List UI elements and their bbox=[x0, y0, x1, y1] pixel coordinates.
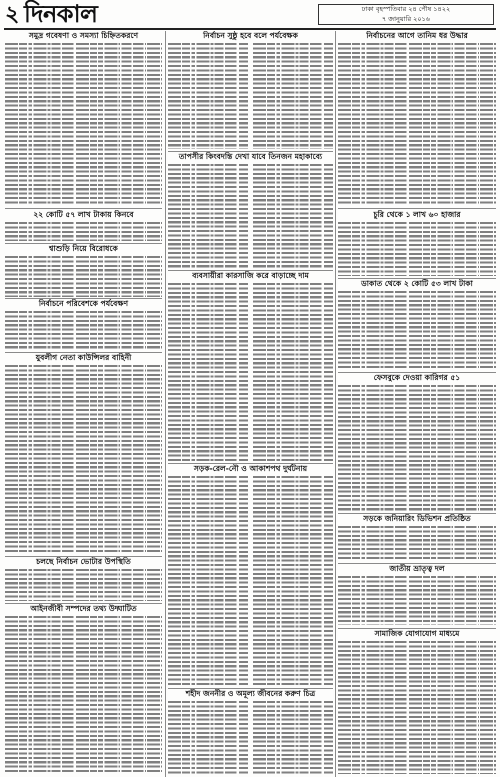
headline: চলছে নির্বাচন ভোটার উপস্থিতি bbox=[36, 557, 131, 566]
headline: ডাকাত থেকে ২ কোটি ৫৩ লাখ টাকা bbox=[361, 279, 473, 288]
headline: সমুদ্র গবেষণা ও সমস্যা চিহ্নিতকরণে bbox=[28, 31, 139, 40]
article-body bbox=[168, 283, 248, 461]
headline: নির্বাচন সুষ্ঠু হবে বলে পর্যবেক্ষক bbox=[203, 31, 298, 40]
headline: জাতীয় ভ্রাতৃত্ব দল bbox=[389, 564, 445, 573]
article-body bbox=[253, 164, 333, 268]
article-body bbox=[338, 641, 496, 774]
article-body bbox=[253, 701, 333, 774]
article-body bbox=[5, 43, 162, 206]
column-divider bbox=[335, 31, 336, 777]
article-body bbox=[5, 222, 162, 241]
article-body bbox=[338, 43, 496, 206]
headline: নির্বাচনের আগে তানিম ধর উদ্ধার bbox=[366, 31, 468, 40]
date-line: ৭ জানুয়ারি ২০১৬ bbox=[382, 14, 430, 23]
headline: ২২ কোটি ৫৭ লাখ টাকায় কিনবে bbox=[33, 210, 134, 219]
headline: চুরি থেকে ১ লাখ ৬০ হাজার bbox=[373, 210, 461, 219]
headline: শ্বাশুড়ি নিয়ে বিরোধকে bbox=[49, 244, 118, 253]
headline: যুবলীগ নেতা কাউন্সিলর বাহিনী bbox=[35, 353, 132, 362]
article-body bbox=[5, 365, 162, 553]
date-box bbox=[318, 4, 494, 25]
article-body bbox=[338, 291, 496, 370]
article-body bbox=[253, 476, 333, 686]
article-body bbox=[5, 616, 162, 774]
article-divider bbox=[338, 208, 496, 209]
headline: সামাজিক যোগাযোগ মাধ্যমে bbox=[374, 629, 460, 638]
article-body bbox=[338, 526, 496, 561]
article-body bbox=[253, 283, 333, 461]
headline: ব্যবসায়ীরা কারসাজি করে বাড়াচ্ছে দাম bbox=[192, 271, 309, 280]
article-body bbox=[168, 164, 248, 268]
date-line: ঢাকা বৃহস্পতিবার ২৪ পৌষ ১৪২২ bbox=[361, 5, 451, 13]
article-body bbox=[168, 701, 248, 774]
page-number: ২ bbox=[5, 1, 20, 27]
headline: নির্বাচনে পরিবেশকে পর্যবেক্ষণ bbox=[38, 299, 129, 308]
article-body bbox=[168, 476, 248, 686]
column-divider bbox=[165, 31, 166, 777]
headline: সড়কে জনিয়ারিং ডিভিশন প্রতিষ্ঠিত bbox=[363, 514, 471, 523]
article-body bbox=[338, 385, 496, 511]
article-body bbox=[168, 43, 248, 149]
article-body bbox=[5, 569, 162, 601]
headline: শহীদ জননীর ও অমূল্য জীবনের করুণ চিত্র bbox=[185, 689, 316, 698]
headline: আইনজীবী সম্পদের তথ্য উদ্ঘাটিত bbox=[30, 604, 137, 613]
newspaper-nameplate: দিনকাল bbox=[24, 0, 98, 28]
headline: ফেসবুকে দেওয়া কারিগর ৫১ bbox=[373, 373, 461, 382]
masthead-rule bbox=[4, 28, 496, 30]
article-body bbox=[338, 222, 496, 276]
article-body bbox=[253, 43, 333, 149]
article-body bbox=[338, 576, 496, 625]
headline: তাপসীর কিংবদন্তি দেখা যাবে তিনজন মহাকাব্যে bbox=[178, 152, 323, 161]
headline: সড়ক-রেল-নৌ ও আকাশপথ দুর্ঘটনায় bbox=[193, 464, 308, 473]
article-body bbox=[5, 311, 162, 350]
article-divider bbox=[5, 208, 162, 209]
article-body bbox=[5, 256, 162, 297]
